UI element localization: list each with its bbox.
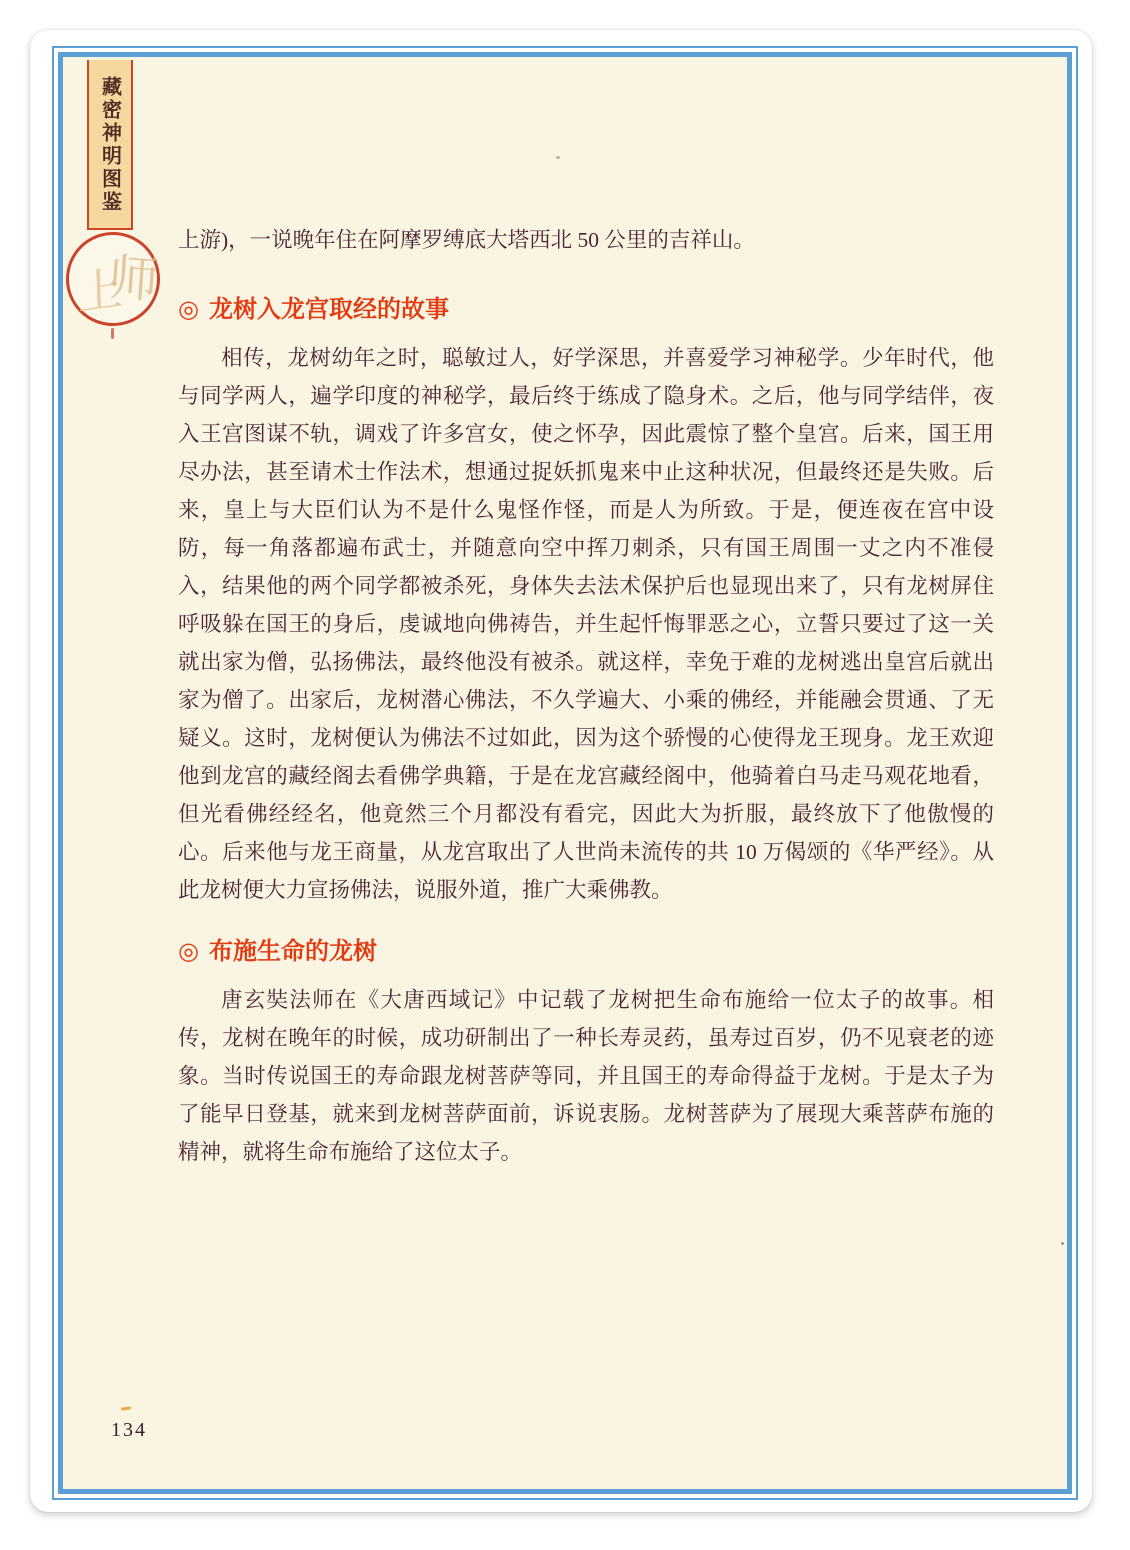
section-body-2: 唐玄奘法师在《大唐西域记》中记载了龙树把生命布施给一位太子的故事。相传，龙树在晚年的时候，成功研制出了一种长寿灵药，虽寿过百岁，仍不见衰老的迹象。当时传说国王的寿命跟龙树菩萨等同，并且国王的寿命得益于龙树。于是太子为了能早日登基，就来到龙树菩萨面前，诉说衷肠。龙树菩萨为了展现大乘菩萨布施的精神，就将生命布施给了这位太子。 [178, 988, 994, 1164]
page-number: 134 [111, 1419, 147, 1441]
section-heading-2 [178, 931, 377, 966]
section-heading-2-label: 布施生命的龙树 [208, 938, 377, 965]
seal-tick-mark [111, 328, 114, 339]
dust-speck [1061, 1242, 1064, 1245]
book-title-vertical: 藏密神明图鉴 [98, 76, 121, 214]
bullseye-marker-icon: ◎ [178, 295, 199, 323]
seal-calligraphy-char-1: 上 [76, 262, 124, 321]
bullseye-marker-icon: ◎ [178, 937, 199, 965]
section-heading-1 [178, 289, 449, 324]
section-heading-1-label: 龙树入龙宫取经的故事 [208, 296, 449, 323]
page-number-dash [121, 1406, 131, 1410]
intro-continuation-line: 上游)，一说晚年住在阿摩罗缚底大塔西北 50 公里的吉祥山。 [178, 228, 755, 252]
chapter-seal [66, 232, 160, 326]
seal-calligraphy-char-2: 师 [106, 249, 161, 309]
dust-speck [556, 156, 560, 159]
section-body-1: 相传，龙树幼年之时，聪敏过人，好学深思，并喜爱学习神秘学。少年时代，他与同学两人，遍学印度的神秘学，最后终于练成了隐身术。之后，他与同学结伴，夜入王宫图谋不轨，调戏了许多宫女，使之怀孕，因此震惊了整个皇宫。后来，国王用尽办法，甚至请术士作法术，想通过捉妖抓鬼来中止这种状况，但最终还是失败。后来，皇上与大臣们认为不是什么鬼怪作怪，而是人为所致。于是，便连夜在宫中设防，每一角落都遍布武士，并随意向空中挥刀刺杀，只有国王周围一丈之内不准侵入，结果他的两个同学都被杀死，身体失去法术保护后也显现出来了，只有龙树屏住呼吸躲在国王的身后，虔诚地向佛祷告，并生起忏悔罪恶之心，立誓只要过了这一关就出家为僧，弘扬佛法，最终他没有被杀。就这样，幸免于难的龙树逃出皇宫后就出家为僧了。出家后，龙树潜心佛法，不久学遍大、小乘的佛经，并能融会贯通、了无疑义。这时，龙树便认为佛法不过如此，因为这个骄慢的心使得龙王现身。龙王欢迎他到龙宫的藏经阁去看佛学典籍，于是在龙宫藏经阁中，他骑着白马走马观花地看，但光看佛经经名，他竟然三个月都没有看完，因此大为折服，最终放下了他傲慢的心。后来他与龙王商量，从龙宫取出了人世尚未流传的共 10 万偈颂的《华严经》。从此龙树便大力宣扬佛法，说服外道，推广大乘佛教。 [178, 346, 994, 902]
book-title-strip [87, 60, 133, 230]
